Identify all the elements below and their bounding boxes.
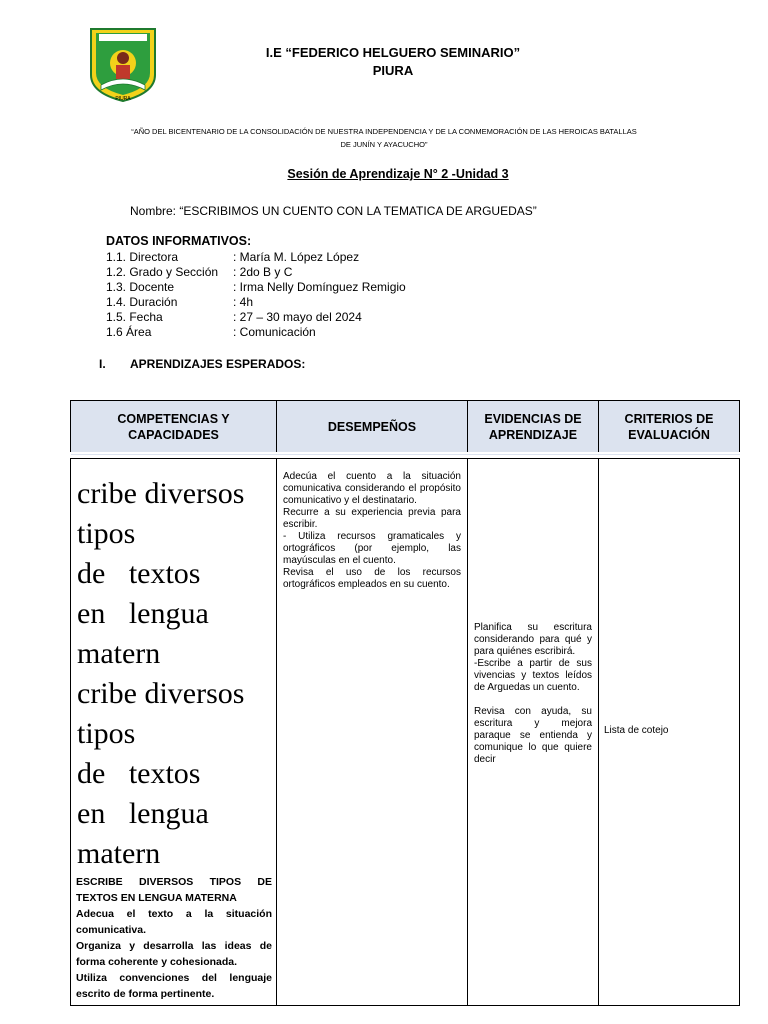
competencias-large-text: cribe diversos tipos de textos en lengua matern cribe diversos tipos de textos en lengua matern: [77, 477, 245, 870]
datos-value: : 27 – 30 mayo del 2024: [233, 310, 362, 324]
learning-table: [70, 400, 740, 1006]
cell-criterios: [599, 455, 740, 1006]
datos-row: [106, 250, 506, 265]
datos-row: [106, 265, 506, 280]
cell-evidencias: [468, 455, 599, 1006]
motto-line-1: “AÑO DEL BICENTENARIO DE LA CONSOLIDACIÓN DE NUESTRA INDEPENDENCIA Y DE LA CONMEMORACIÓN DE LAS HEROICAS BATALLAS: [131, 127, 637, 136]
motto-line-2: DE JUNÍN Y AYACUCHO”: [340, 140, 428, 149]
header-criterios: CRITERIOS DE EVALUACIÓN: [599, 401, 740, 456]
evidencias-text: Planifica su escritura considerando para qué y para quiénes escribirá. -Escribe a partir de sus vivencias y textos leídos de Arguedas un cuento. Revisa con ayuda, su escritura y mejora paraque se entienda y comunique lo que quiere decir: [474, 622, 592, 765]
header-desempenos: DESEMPEÑOS: [277, 401, 468, 456]
datos-label: 1.3. Docente: [106, 280, 175, 294]
datos-title: [106, 234, 251, 248]
desempenos-text: Adecúa el cuento a la situación comunicativa considerando el propósito comunicativo y el destinatario. Recurre a su experiencia previa para escribir. - Utiliza recursos gramaticales y ortográficos (por ejemplo, las mayúsculas en el cuento. Revisa el uso de los recursos ortográficos empleados en su cuento.: [283, 471, 461, 590]
year-motto: [92, 125, 676, 151]
datos-label: 1.6 Área: [106, 325, 152, 339]
datos-title-prefix: D: [106, 234, 116, 248]
datos-value: : 4h: [233, 295, 254, 309]
datos-value: : Irma Nelly Domínguez Remigio: [233, 280, 406, 294]
datos-value: : Comunicación: [233, 325, 316, 339]
datos-title-rest: ATOS INFORMATIVOS:: [115, 234, 252, 248]
datos-row: [106, 280, 506, 295]
school-name: I.E “FEDERICO HELGUERO SEMINARIO”: [265, 45, 521, 60]
datos-row: [106, 295, 506, 310]
datos-label: 1.4. Duración: [106, 295, 178, 309]
logo-text: PIURA: [115, 96, 131, 102]
session-title: Sesión de Aprendizaje N° 2 -Unidad 3: [287, 167, 509, 181]
datos-row: [106, 310, 506, 325]
datos-row: [106, 325, 506, 340]
datos-value: : María M. López López: [233, 250, 360, 264]
datos-list: [106, 250, 506, 340]
section-number: I.: [99, 357, 106, 371]
table-header-row: [71, 401, 740, 456]
table-row: [71, 455, 740, 1006]
cell-desempenos: [277, 455, 468, 1006]
datos-value: : 2do B y C: [233, 265, 293, 279]
datos-label: 1.1. Directora: [106, 250, 179, 264]
school-header: [0, 44, 768, 80]
datos-label: 1.2. Grado y Sección: [106, 265, 219, 279]
header-evidencias: EVIDENCIAS DE APRENDIZAJE: [468, 401, 599, 456]
cell-competencias: [71, 455, 277, 1006]
criterios-text: Lista de cotejo: [604, 725, 669, 736]
school-city: PIURA: [372, 63, 414, 78]
datos-label: 1.5. Fecha: [106, 310, 163, 324]
competencias-capacidades: ESCRIBE DIVERSOS TIPOS DE TEXTOS EN LENGUA MATERNA Adecua el texto a la situación comunicativa. Organiza y desarrolla las ideas de forma coherente y cohesionada. Utiliza convenciones del lenguaje escrito de forma pertinente.: [76, 876, 272, 1000]
section-title: APRENDIZAJES ESPERADOS:: [130, 357, 306, 371]
header-competencias: COMPETENCIAS Y CAPACIDADES: [71, 401, 277, 456]
session-name: Nombre: “ESCRIBIMOS UN CUENTO CON LA TEMATICA DE ARGUEDAS”: [130, 204, 537, 218]
